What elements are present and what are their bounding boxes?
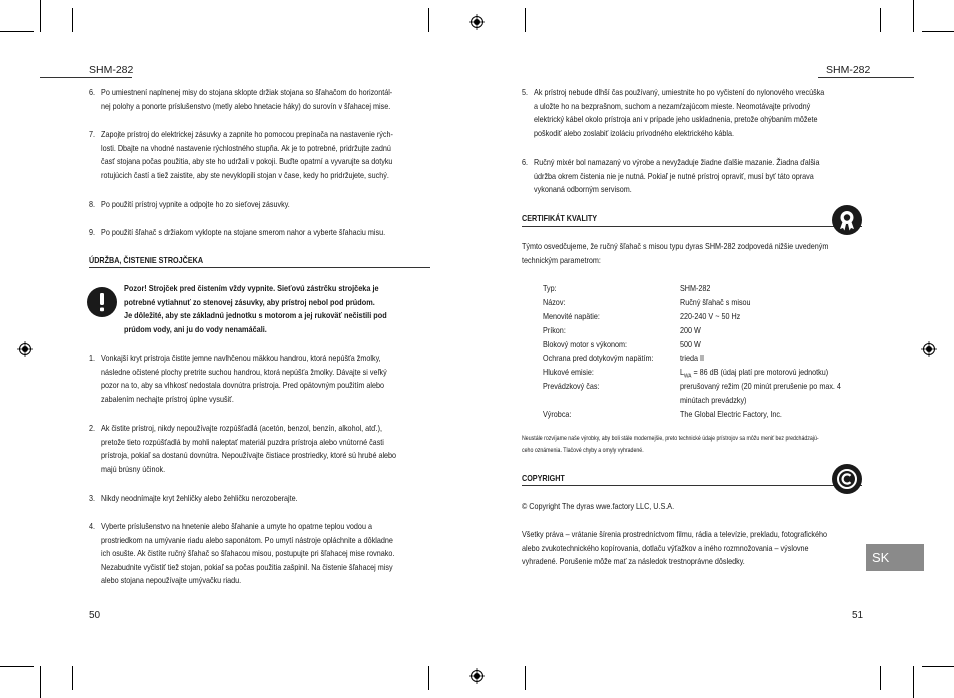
list-item: 6. Ručný mixér bol namazaný vo výrobe a nevyžaduje žiadne ďalšie mazanie. Žiadna ďalšia údržba okrem čistenia nie je nutná. Pokiaľ je nutné prístroj opraviť, musí byť táto oprava vykonaná odborným servisom. <box>522 157 820 195</box>
list-item: 2. Ak čistite prístroj, nikdy nepoužívajte rozpúšťadlá (acetón, benzol, benzín, alkohol, atď.), pretože tieto rozpúšťadlá by mohli naleptať materiál puzdra prístroja alebo vnútorné časti prístroja, pokiaľ sa dostanú dovnútra. Nepoužívajte čistiace prostriedky, ktoré sú hrubé alebo majú brúsny účinok. <box>89 423 397 474</box>
registration-mark-icon <box>921 341 937 357</box>
warning-icon <box>87 287 117 317</box>
registration-mark-icon <box>17 341 33 357</box>
section-title-maintenance: ÚDRŽBA, ČISTENIE STROJČEKA <box>89 255 204 265</box>
section-rule <box>89 267 430 268</box>
spec-label: Prevádzkový čas: <box>543 381 600 391</box>
spec-label: Príkon: <box>543 325 566 335</box>
section-title-certificate: CERTIFIKÁT KVALITY <box>522 213 598 223</box>
header-rule-right <box>818 77 914 78</box>
spec-value: 200 W <box>680 325 701 335</box>
page-number-left: 50 <box>89 610 101 621</box>
spec-label: Typ: <box>543 283 557 293</box>
warning-text: Pozor! Strojček pred čistením vždy vypnite. Sieťovú zástrčku strojčeka je potrebné vytiahnuť zo stenovej zásuvky, aby prístroj nebol pod prúdom. Je dôležité, aby ste základnú jednotku s motorom a jej rukoväť nečistili pod prúdom vody, ani ju do vody nenamáčali. <box>124 283 387 334</box>
list-item: 3. Nikdy neodnímajte kryt žehličky alebo žehličku nerozoberajte. <box>89 493 298 503</box>
list-item: 5. Ak prístroj nebude dlhší čas používaný, umiestnite ho po vyčistení do nylonového vrecúška a uložte ho na bezprašnom, suchom a nezamŕzajúcom mieste. Neomotávajte prívodný elektrický kábel okolo prístroja ani v prípade jeho uskladnenia, pretože ohýbaním môžete poškodiť alebo zoslabiť izoláciu prívodného elektrického kábla. <box>522 87 825 138</box>
spec-label: Menovité napätie: <box>543 311 600 321</box>
list-item: 9. Po použití šľahač s držiakom vyklopte na stojane smerom nahor a vyberte šľahaciu misu. <box>89 227 386 237</box>
model-label-left: SHM-282 <box>89 64 134 76</box>
language-tab: SK <box>866 544 924 571</box>
spec-value: SHM-282 <box>680 283 711 293</box>
certificate-badge-icon <box>832 205 862 235</box>
certificate-intro: Týmto osvedčujeme, že ručný šľahač s misou typu dyras SHM-282 zodpovedá nižšie uvedeným technickým parametrom: <box>522 241 829 265</box>
registration-mark-icon <box>469 668 485 684</box>
spec-value: trieda II <box>680 353 705 363</box>
spec-value: The Global Electric Factory, Inc. <box>680 409 782 419</box>
disclaimer-note: Neustále rozvíjame naše výrobky, aby boli stále modernejšie, preto technické údaje prístrojov sa môžu meniť bez predchádzajú- ceho oznámenia. Tlačové chyby a omyly vyhradené. <box>522 435 819 454</box>
list-item: 1. Vonkajší kryt prístroja čistite jemne navlhčenou mäkkou handrou, ktorá nepúšťa žmolky, následne očistené plochy pretrite suchou handrou, ktorá nepúšťa žmolky. Dávajte si veľký pozor na to, aby sa vlhkosť nedostala dovnútra prístroja. Pred opätovným použitím alebo zabalením nechajte prístroj úplne vysušiť. <box>89 353 387 404</box>
spec-label: Ochrana pred dotykovým napätím: <box>543 353 654 363</box>
spec-label: Blokový motor s výkonom: <box>543 339 628 349</box>
list-item: 7. Zapojte prístroj do elektrickej zásuvky a zapnite ho pomocou prepínača na nastavenie rých- losti. Dbajte na vhodné nastavenie rýchlostného stupňa. Ak je to potrebné, pridržujte zadnú časť stojana počas použitia, aby ste ho udržali v pokoji. Buďte opatrní a vyvarujte sa dotyku rotujúcich častí a tiež zaistite, aby ste nevyklopili stojan v čase, kedy ho pridržujete, suchý. <box>89 129 393 180</box>
section-rule <box>522 485 862 486</box>
section-title-copyright: COPYRIGHT <box>522 473 565 483</box>
spec-value: 220-240 V ~ 50 Hz <box>680 311 741 321</box>
spec-value: prerušovaný režim (20 minút prerušenie po max. 4 minútach prevádzky) <box>680 381 841 405</box>
spec-label: Výrobca: <box>543 409 572 419</box>
spec-value: $L_{WA} = 86$ dB (údaj platí pre motorovú jednotku) <box>680 367 829 380</box>
spec-value: 500 W <box>680 339 701 349</box>
header-rule-left <box>40 77 132 78</box>
page-number-right: 51 <box>852 610 864 621</box>
list-item: 6. Po umiestnení naplnenej misy do stojana sklopte držiak stojana so šľahačom do horizontál- nej polohy a ponorte príslušenstvo (metly alebo hnetacie háky) do surovín v šľahacej mise. <box>89 87 393 111</box>
rights-text: Všetky práva – vrátanie šírenia prostredníctvom filmu, rádia a televízie, prekladu, fotografického alebo zvukotechnického kopírovania, dotlaču výťažkov a iného rozmnožovania – výslovne vyhradené. Porušenie môže mať za následok trestnoprávne dôsledky. <box>522 529 828 567</box>
registration-mark-icon <box>469 14 485 30</box>
section-rule <box>522 226 862 227</box>
spec-label: Názov: <box>543 297 566 307</box>
model-label-right: SHM-282 <box>826 64 871 76</box>
copyright-line: © Copyright The dyras wwe.factory LLC, U.S.A. <box>522 501 675 511</box>
spec-value: Ručný šľahač s misou <box>680 297 751 307</box>
spec-label: Hlukové emisie: <box>543 367 594 377</box>
list-item: 4. Vyberte príslušenstvo na hnetenie alebo šľahanie a umyte ho opatrne teplou vodou a prostriedkom na umývanie riadu alebo saponátom. Po umytí nástroje opláchnite a dôkladne ich osušte. Ak čistíte ručný šľahač so šľahacou misou, postupujte pri šľahacej mise rovnako. Nezabudnite vyčistiť tiež stojan, pokiaľ sa počas použitia zašpinil. Na čistenie šľahacej misy alebo stojana nepoužívajte umývačku riadu. <box>89 521 395 586</box>
copyright-badge-icon <box>832 464 862 494</box>
list-item: 8. Po použití prístroj vypnite a odpojte ho zo sieťovej zásuvky. <box>89 199 290 209</box>
